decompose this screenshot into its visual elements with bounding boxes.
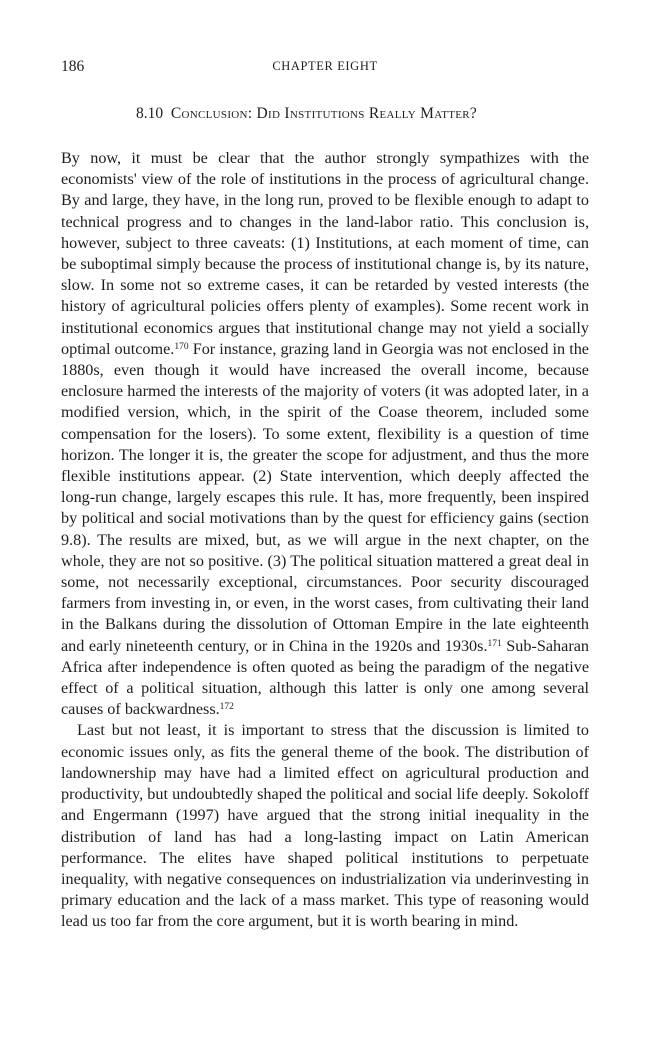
section-heading — [136, 105, 596, 123]
footnote-ref[interactable]: 172 — [219, 702, 234, 713]
footnote-ref[interactable]: 171 — [487, 638, 502, 649]
footnote-ref[interactable]: 170 — [174, 341, 189, 352]
section-title: Conclusion: Did Institutions Really Matter? — [170, 105, 478, 122]
paragraph — [61, 720, 589, 932]
paragraph-text: Last but not least, it is important to stress that the discussion is limited to economic issues only, as fits the general theme of the book. The distribution of landownership may have had a limited effect on agricultural production and productivity, but undoubtedly shaped the political and social life deeply. Sokoloff and Engermann (1997) have argued that the strong initial inequality in the distribution of land has had a long-lasting impact on Latin American performance. The elites have shaped political institutions to perpetuate inequality, with negative consequences on industrialization via underinvesting in primary education and the lack of a mass market. This type of reasoning would lead us too far from the core argument, but it is worth bearing in mind. — [61, 721, 589, 931]
body-text — [61, 148, 589, 933]
running-head: CHAPTER EIGHT — [272, 59, 378, 73]
paragraph-text: Sub-Saharan Africa after independence is often quoted as being the paradigm of the negative effect of a political situation, although this latter is only one among several causes of backwardness. — [61, 636, 590, 719]
paragraph — [61, 148, 589, 720]
section-number: 8.10 — [136, 105, 164, 122]
paragraph-text: For instance, grazing land in Georgia was not enclosed in the 1880s, even though it would have increased the overall income, because enclosure harmed the interests of the majority of voters (it was adopted later, in a modified version, which, in the spirit of the Coase theorem, included some compensation for the losers). To some extent, flexibility is a question of time horizon. The longer it is, the greater the scope for adjustment, and thus the more flexible institutions appear. (2) State intervention, which deeply affected the long-run change, largely escapes this rule. It has, more frequently, been inspired by political and social motivations than by the quest for efficiency gains (section 9.8). The results are mixed, but, as we will argue in the next chapter, on the whole, they are not so positive. (3) The political situation mattered a great deal in some, not necessarily exceptional, circumstances. Poor security discouraged farmers from investing in, or even, in the worst cases, from cultivating their land in the Balkans during the dissolution of Ottoman Empire in the late eighteenth and early nineteenth century, or in China in the 1920s and 1930s. — [61, 339, 589, 655]
paragraph-text: By now, it must be clear that the author strongly sympathizes with the economists' view of the role of institutions in the process of agricultural change. By and large, they have, in the long run, proved to be flexible enough to adapt to technical progress and to changes in the land-labor ratio. This conclusion is, however, subject to three caveats: (1) Institutions, at each moment of time, can be suboptimal simply because the process of institutional change is, by its nature, slow. In some not so extreme cases, it can be retarded by vested interests (the history of agricultural policies offers plenty of examples). Some recent work in institutional economics argues that institutional change may not yield a socially optimal outcome. — [61, 149, 589, 358]
page-number: 186 — [61, 58, 85, 75]
page-header — [61, 58, 589, 78]
